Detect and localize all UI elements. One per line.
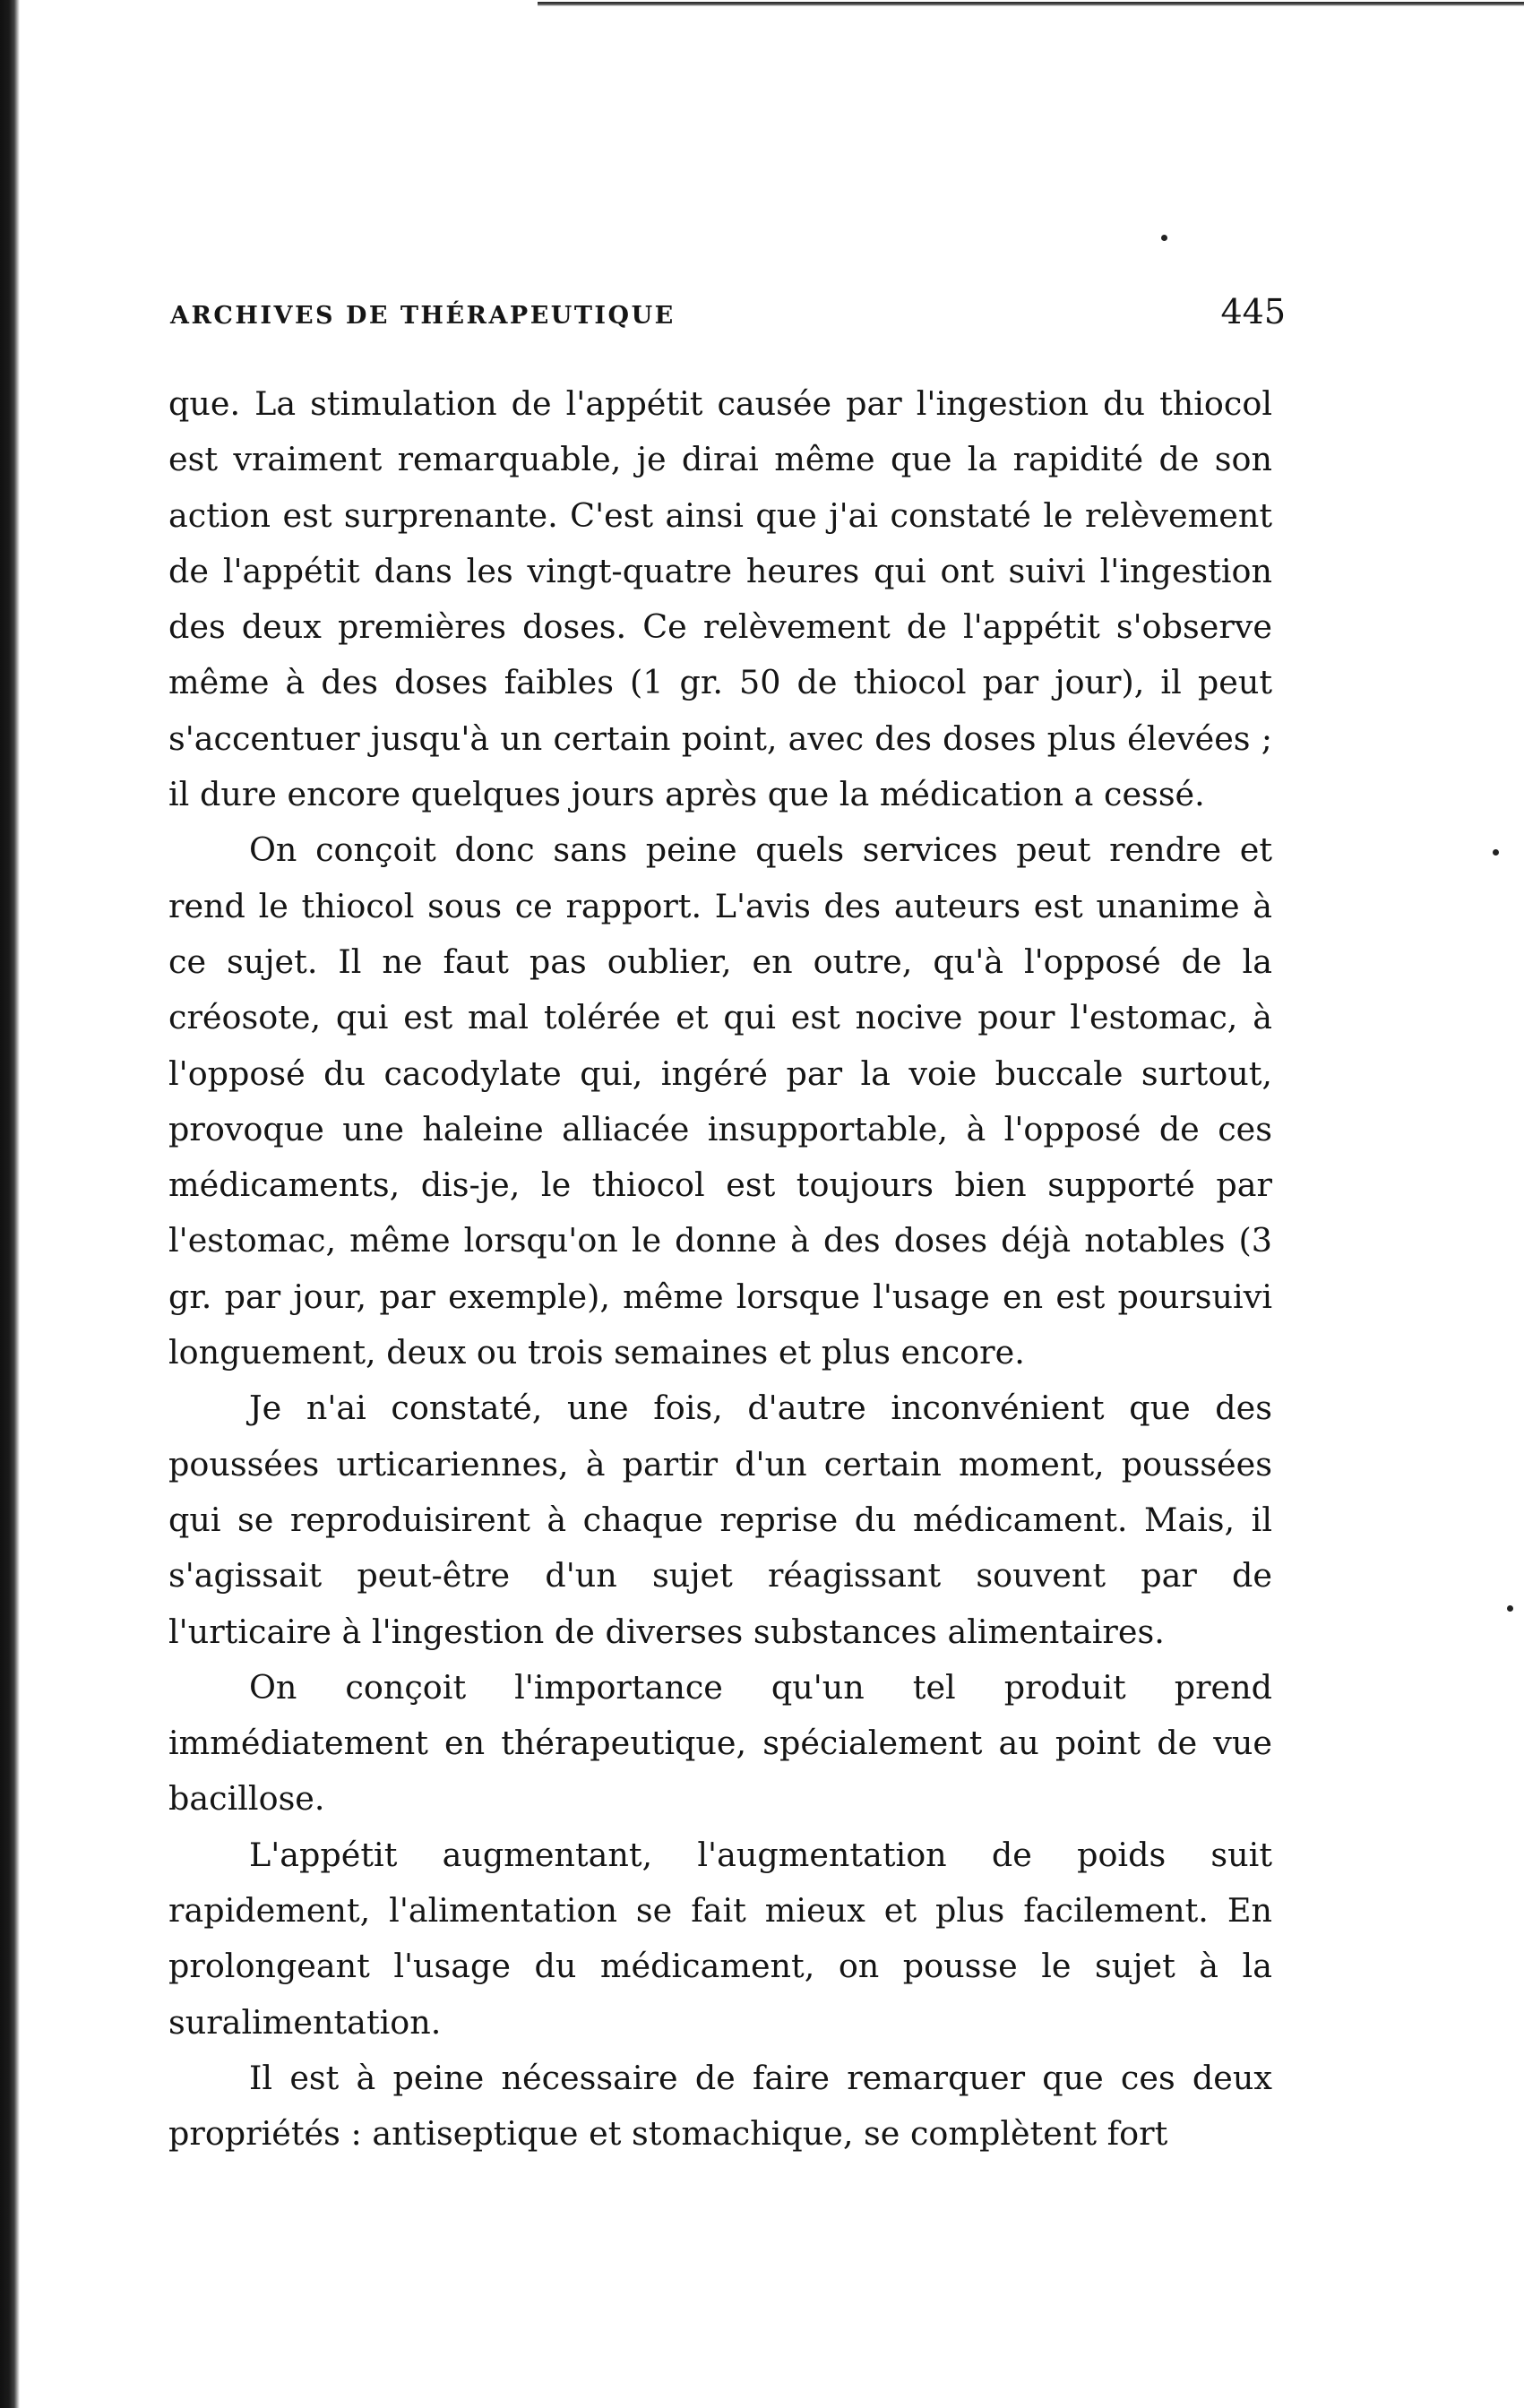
running-title: ARCHIVES DE THÉRAPEUTIQUE (170, 302, 676, 330)
body-text (168, 376, 1272, 2163)
scan-top-edge (538, 2, 1524, 6)
paragraph: On conçoit donc sans peine quels services peut rendre et rend le thiocol sous ce rapport. L'avis des auteurs est unanime à ce sujet. Il ne faut pas oublier, en outre, qu'à l'opposé de la créosote, qui est mal tolérée et qui est nocive pour l'estomac, à l'opposé du cacodylate qui, ingéré par la voie buccale surtout, provoque une haleine alliacée insupportable, à l'opposé de ces médicaments, dis-je, le thiocol est toujours bien supporté par l'estomac, même lorsqu'on le donne à des doses déjà notables (3 gr. par jour, par exemple), même lorsque l'usage en est poursuivi longuement, deux ou trois semaines et plus encore. (168, 830, 1272, 1372)
paragraph: Il est à peine nécessaire de faire remarquer que ces deux propriétés : antiseptique et stomachique, se complètent fort (168, 2058, 1272, 2154)
paragraph: Je n'ai constaté, une fois, d'autre inconvénient que des poussées urticariennes, à partir d'un certain moment, poussées qui se reproduisirent à chaque reprise du médicament. Mais, il s'agissait peut-être d'un sujet réagissant souvent par de l'urticaire à l'ingestion de diverses substances alimentaires. (168, 1389, 1272, 1651)
scan-speck (1507, 1605, 1513, 1612)
page-header (170, 292, 1286, 337)
paragraph: que. La stimulation de l'appétit causée par l'ingestion du thiocol est vraiment remarquable, je dirai même que la rapidité de son action est surprenante. C'est ainsi que j'ai constaté le relèvement de l'appétit dans les vingt-quatre heures qui ont suivi l'ingestion des deux premières doses. Ce relèvement de l'appétit s'observe même à des doses faibles (1 gr. 50 de thiocol par jour), il peut s'accentuer jusqu'à un certain point, avec des doses plus élevées ; il dure encore quelques jours après que la médication a cessé. (168, 384, 1272, 814)
scan-speck (1493, 849, 1499, 856)
page-number: 445 (1220, 292, 1286, 331)
paragraph: L'appétit augmentant, l'augmentation de poids suit rapidement, l'alimentation se fait mieux et plus facilement. En prolongeant l'usage du médicament, on pousse le sujet à la suralimentation. (168, 1835, 1272, 2042)
scan-speck (1161, 235, 1167, 241)
scan-left-edge (0, 0, 20, 2408)
paragraph: On conçoit l'importance qu'un tel produit prend immédiatement en thérapeutique, spécialement au point de vue bacillose. (168, 1667, 1272, 1819)
